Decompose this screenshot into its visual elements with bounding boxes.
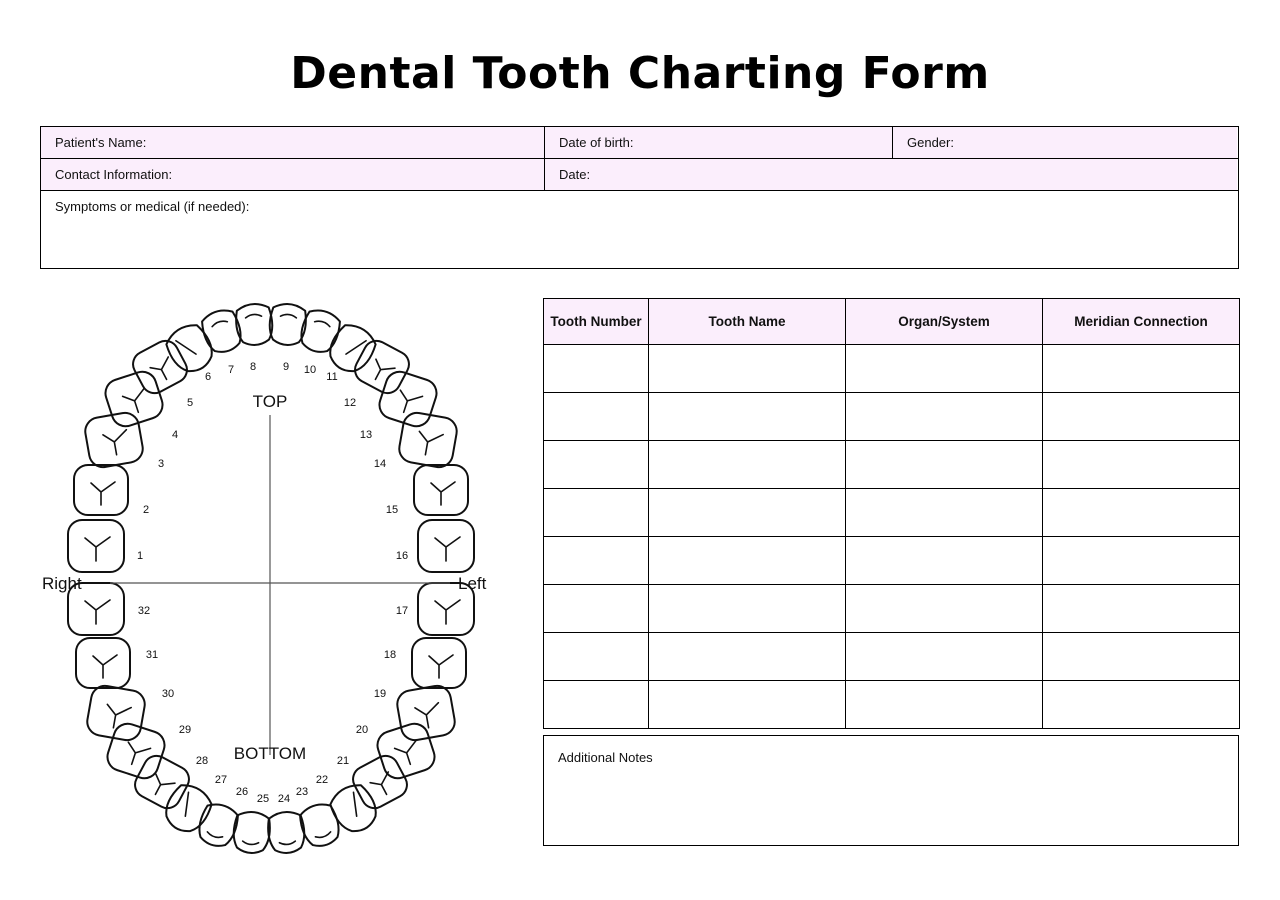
- cell-organ-system[interactable]: [846, 537, 1043, 585]
- cell-meridian-connection[interactable]: [1043, 537, 1240, 585]
- svg-text:16: 16: [395, 550, 409, 562]
- cell-tooth-name[interactable]: [649, 537, 846, 585]
- svg-text:15: 15: [385, 504, 399, 516]
- label-top: TOP: [252, 392, 288, 411]
- cell-meridian-connection[interactable]: [1043, 489, 1240, 537]
- svg-text:28: 28: [195, 755, 209, 767]
- cell-tooth-number[interactable]: [544, 633, 649, 681]
- cell-meridian-connection[interactable]: [1043, 585, 1240, 633]
- cell-tooth-number[interactable]: [544, 681, 649, 729]
- svg-text:9: 9: [282, 361, 290, 373]
- svg-text:20: 20: [355, 724, 369, 736]
- svg-text:6: 6: [204, 371, 212, 383]
- table-row: [544, 537, 1240, 585]
- cell-tooth-name[interactable]: [649, 681, 846, 729]
- date-field[interactable]: Date:: [545, 159, 1237, 190]
- symptoms-field[interactable]: Symptoms or medical (if needed):: [41, 191, 1237, 268]
- cell-tooth-number[interactable]: [544, 345, 649, 393]
- additional-notes-label: Additional Notes: [558, 750, 653, 765]
- cell-tooth-name[interactable]: [649, 393, 846, 441]
- cell-meridian-connection[interactable]: [1043, 633, 1240, 681]
- svg-text:12: 12: [343, 397, 357, 409]
- svg-text:30: 30: [161, 688, 175, 700]
- svg-text:8: 8: [249, 361, 257, 373]
- svg-text:22: 22: [315, 774, 329, 786]
- cell-tooth-number[interactable]: [544, 585, 649, 633]
- svg-text:19: 19: [373, 688, 387, 700]
- column-header-tooth-name: Tooth Name: [649, 299, 846, 345]
- svg-text:24: 24: [277, 793, 291, 805]
- svg-text:31: 31: [145, 649, 159, 661]
- table-row: [544, 633, 1240, 681]
- patient-name-field[interactable]: Patient's Name:: [41, 127, 545, 158]
- svg-text:18: 18: [383, 649, 397, 661]
- cell-tooth-name[interactable]: [649, 633, 846, 681]
- cell-tooth-name[interactable]: [649, 441, 846, 489]
- svg-text:26: 26: [235, 786, 249, 798]
- svg-text:27: 27: [214, 774, 228, 786]
- svg-text:17: 17: [395, 605, 409, 617]
- cell-meridian-connection[interactable]: [1043, 393, 1240, 441]
- svg-text:29: 29: [178, 724, 192, 736]
- page-title: Dental Tooth Charting Form: [290, 48, 990, 99]
- cell-tooth-number[interactable]: [544, 537, 649, 585]
- column-header-organ-system: Organ/System: [846, 299, 1043, 345]
- contact-information-field[interactable]: Contact Information:: [41, 159, 545, 190]
- cell-meridian-connection[interactable]: [1043, 441, 1240, 489]
- cell-meridian-connection[interactable]: [1043, 681, 1240, 729]
- table-row: [544, 441, 1240, 489]
- svg-text:14: 14: [373, 458, 387, 470]
- patient-info-row-2: [41, 159, 1238, 191]
- cell-tooth-name[interactable]: [649, 489, 846, 537]
- cell-tooth-number[interactable]: [544, 393, 649, 441]
- patient-info-row-3: [41, 191, 1238, 268]
- table-row: [544, 393, 1240, 441]
- svg-text:7: 7: [227, 364, 235, 376]
- table-row: [544, 585, 1240, 633]
- cell-organ-system[interactable]: [846, 393, 1043, 441]
- date-of-birth-field[interactable]: Date of birth:: [545, 127, 893, 158]
- svg-text:2: 2: [142, 504, 150, 516]
- svg-text:5: 5: [186, 397, 194, 409]
- table-row: [544, 489, 1240, 537]
- patient-info-block: [40, 126, 1239, 269]
- gender-field[interactable]: Gender:: [893, 127, 1237, 158]
- cell-organ-system[interactable]: [846, 681, 1043, 729]
- svg-text:23: 23: [295, 786, 309, 798]
- label-left: Left: [458, 574, 487, 593]
- cell-tooth-name[interactable]: [649, 585, 846, 633]
- cell-organ-system[interactable]: [846, 489, 1043, 537]
- table-row: [544, 345, 1240, 393]
- patient-info-row-1: [41, 127, 1238, 159]
- table-header-row: [544, 299, 1240, 345]
- svg-text:32: 32: [137, 605, 151, 617]
- svg-text:25: 25: [256, 793, 270, 805]
- svg-text:11: 11: [326, 371, 338, 383]
- cell-tooth-number[interactable]: [544, 441, 649, 489]
- label-right: Right: [42, 574, 82, 593]
- tooth-diagram: [30, 295, 530, 855]
- table-row: [544, 681, 1240, 729]
- column-header-meridian-connection: Meridian Connection: [1043, 299, 1240, 345]
- tooth-data-table: [543, 298, 1240, 729]
- cell-tooth-name[interactable]: [649, 345, 846, 393]
- svg-text:10: 10: [303, 364, 317, 376]
- cell-tooth-number[interactable]: [544, 489, 649, 537]
- svg-text:3: 3: [157, 458, 165, 470]
- additional-notes-box[interactable]: [543, 735, 1239, 846]
- cell-organ-system[interactable]: [846, 585, 1043, 633]
- svg-text:1: 1: [136, 550, 144, 562]
- cell-organ-system[interactable]: [846, 441, 1043, 489]
- label-bottom: BOTTOM: [233, 744, 307, 763]
- svg-text:13: 13: [359, 429, 373, 441]
- svg-text:4: 4: [171, 429, 179, 441]
- cell-organ-system[interactable]: [846, 633, 1043, 681]
- column-header-tooth-number: Tooth Number: [544, 299, 649, 345]
- svg-text:21: 21: [336, 755, 350, 767]
- cell-meridian-connection[interactable]: [1043, 345, 1240, 393]
- cell-organ-system[interactable]: [846, 345, 1043, 393]
